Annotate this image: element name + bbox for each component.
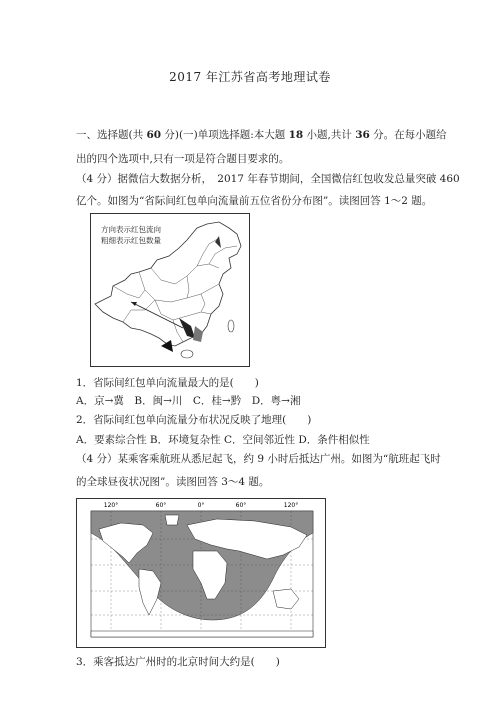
section-score: 36 bbox=[355, 129, 370, 141]
q1-stem: 1．省际间红包单向流量最大的是( ) bbox=[76, 377, 259, 389]
flow-arrow-north bbox=[215, 236, 221, 248]
q1-options: A．京→冀 B．闽→川 C．桂→黔 D．粤→湘 bbox=[76, 395, 301, 407]
q3-stem: 3．乘客抵达广州时的北京时间大约是( ) bbox=[76, 656, 280, 668]
intro1-line1: （4 分）据微信大数据分析， 2017 年春节期间，全国微信红包收发总量突破 460 bbox=[76, 173, 460, 185]
q2-stem: 2．省际间红包单向流量分布状况反映了地理( ) bbox=[76, 414, 312, 426]
section-prefix: 一、选择题(共 bbox=[76, 129, 147, 141]
lon-label-60e: 60° bbox=[235, 502, 247, 509]
map1-legend-direction: 方向表示红包流向 bbox=[101, 225, 161, 234]
greenland bbox=[165, 515, 179, 525]
flow-arrow-medium bbox=[193, 326, 203, 342]
section-heading-line1 bbox=[76, 128, 447, 142]
world-day-night-map bbox=[76, 498, 326, 648]
section-heading-line2: 出的四个选项中,只有一项是符合题目要求的。 bbox=[76, 153, 290, 165]
flow-arrow-thin bbox=[131, 302, 183, 328]
intro2-line2: 的全球昼夜状况图”。读图回答 3～4 题。 bbox=[76, 476, 270, 488]
china-redpacket-map bbox=[90, 213, 250, 367]
map1-legend-thickness: 粗细表示红包数量 bbox=[101, 236, 161, 245]
flow-arrowhead-thin bbox=[131, 302, 137, 306]
lon-label-120w: 120° bbox=[103, 502, 119, 509]
world-map-drawing bbox=[77, 499, 325, 647]
flow-arrow-south bbox=[161, 340, 173, 352]
section-question-count: 18 bbox=[288, 129, 304, 141]
intro1-line2: 亿个。如图为“省际间红包单向流量前五位省份分布图”。读图回答 1～2 题。 bbox=[76, 195, 433, 207]
page-title: 2017 年江苏省高考地理试卷 bbox=[169, 70, 331, 84]
taiwan-island bbox=[228, 320, 234, 332]
intro2-line1: （4 分）某乘客乘航班从悉尼起飞，约 9 小时后抵达广州。如图为“航班起飞时 bbox=[76, 453, 441, 465]
hainan-island bbox=[181, 350, 193, 358]
flow-arrow-thick bbox=[179, 318, 195, 338]
section-mid1: 分)(一)单项选择题:本大题 bbox=[161, 129, 289, 141]
china-map-drawing bbox=[91, 214, 249, 366]
section-suffix: 分。在每小题给 bbox=[369, 129, 447, 141]
lon-label-0: 0° bbox=[197, 502, 205, 509]
section-mid2: 小题,共计 bbox=[303, 129, 356, 141]
antarctica bbox=[91, 631, 313, 637]
lon-label-120e: 120° bbox=[283, 502, 299, 509]
q2-options: A．要素综合性 B．环境复杂性 C．空间邻近性 D．条件相似性 bbox=[76, 434, 370, 446]
section-total-score: 60 bbox=[146, 129, 162, 141]
lon-label-60w: 60° bbox=[155, 502, 167, 509]
